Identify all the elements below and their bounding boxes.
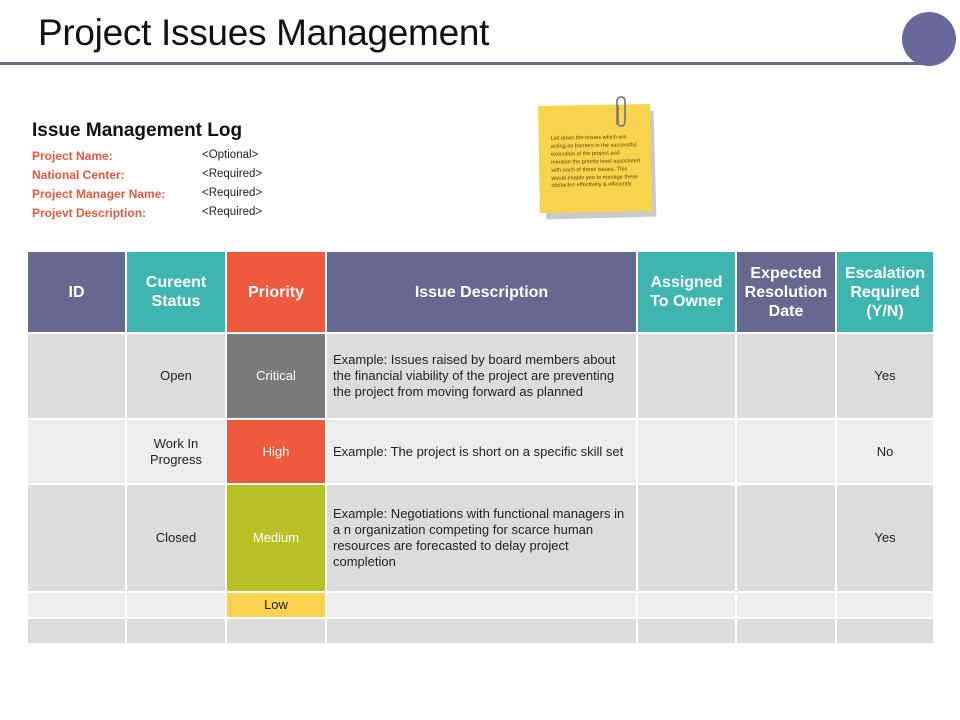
- cell-id: [28, 593, 125, 617]
- cell-escalation: Yes: [837, 485, 933, 591]
- cell-date: [737, 334, 835, 418]
- table-row: [28, 334, 933, 418]
- table-header-row: [28, 252, 933, 332]
- meta-value: <Required>: [202, 206, 263, 218]
- meta-label: Project Manager Name:: [32, 187, 166, 201]
- cell-priority: Low: [227, 593, 325, 617]
- cell-date: [737, 593, 835, 617]
- log-heading: Issue Management Log: [32, 120, 243, 141]
- cell-status: [127, 593, 225, 617]
- cell-escalation: [837, 593, 933, 617]
- cell-date: [737, 485, 835, 591]
- cell-priority: [227, 619, 325, 643]
- cell-id: [28, 485, 125, 591]
- cell-escalation: No: [837, 420, 933, 483]
- cell-id: [28, 334, 125, 418]
- meta-label: Project Name:: [32, 149, 113, 163]
- cell-description: [327, 593, 636, 617]
- paperclip-icon: [610, 94, 632, 130]
- meta-label: National Center:: [32, 168, 125, 182]
- page-title: Project Issues Management: [38, 12, 490, 53]
- cell-owner: [638, 334, 735, 418]
- cell-priority: High: [227, 420, 325, 483]
- cell-description: Example: Negotiations with functional managers in a n organization competing for scarce human resources are forecasted to delay project completion: [327, 485, 636, 591]
- cell-description: Example: The project is short on a specific skill set: [327, 420, 636, 483]
- cell-status: Open: [127, 334, 225, 418]
- cell-status: Work In Progress: [127, 420, 225, 483]
- meta-value: <Optional>: [202, 149, 259, 161]
- cell-description: Example: Issues raised by board members about the financial viability of the project are preventing the project from moving forward as planned: [327, 334, 636, 418]
- col-header-id: ID: [28, 252, 125, 332]
- cell-status: [127, 619, 225, 643]
- cell-owner: [638, 619, 735, 643]
- cell-owner: [638, 420, 735, 483]
- decorative-circle: [902, 12, 956, 66]
- cell-id: [28, 619, 125, 643]
- cell-escalation: [837, 619, 933, 643]
- cell-priority: Medium: [227, 485, 325, 591]
- title-divider: [0, 62, 932, 65]
- col-header-escalation: Escalation Required (Y/N): [837, 252, 933, 332]
- meta-value: <Required>: [202, 187, 263, 199]
- table-row: [28, 420, 933, 483]
- table-row: [28, 619, 933, 643]
- cell-escalation: Yes: [837, 334, 933, 418]
- cell-owner: [638, 593, 735, 617]
- cell-status: Closed: [127, 485, 225, 591]
- cell-date: [737, 619, 835, 643]
- col-header-resolution-date: Expected Resolution Date: [737, 252, 835, 332]
- table-row: [28, 593, 933, 617]
- issue-log-table: [26, 250, 935, 645]
- cell-description: [327, 619, 636, 643]
- col-header-description: Issue Description: [327, 252, 636, 332]
- col-header-status: Cureent Status: [127, 252, 225, 332]
- cell-date: [737, 420, 835, 483]
- cell-priority: Critical: [227, 334, 325, 418]
- sticky-note: List down the issues which are acting as barriers in the successful execution of the project and mention the priority level associated with each of these issues. This would enable you to manage these obstacles effectively & efficiently: [538, 104, 652, 213]
- cell-owner: [638, 485, 735, 591]
- meta-label: Projevt Description:: [32, 206, 147, 220]
- col-header-owner: Assigned To Owner: [638, 252, 735, 332]
- table-row: [28, 485, 933, 591]
- col-header-priority: Priority: [227, 252, 325, 332]
- meta-value: <Required>: [202, 168, 263, 180]
- cell-id: [28, 420, 125, 483]
